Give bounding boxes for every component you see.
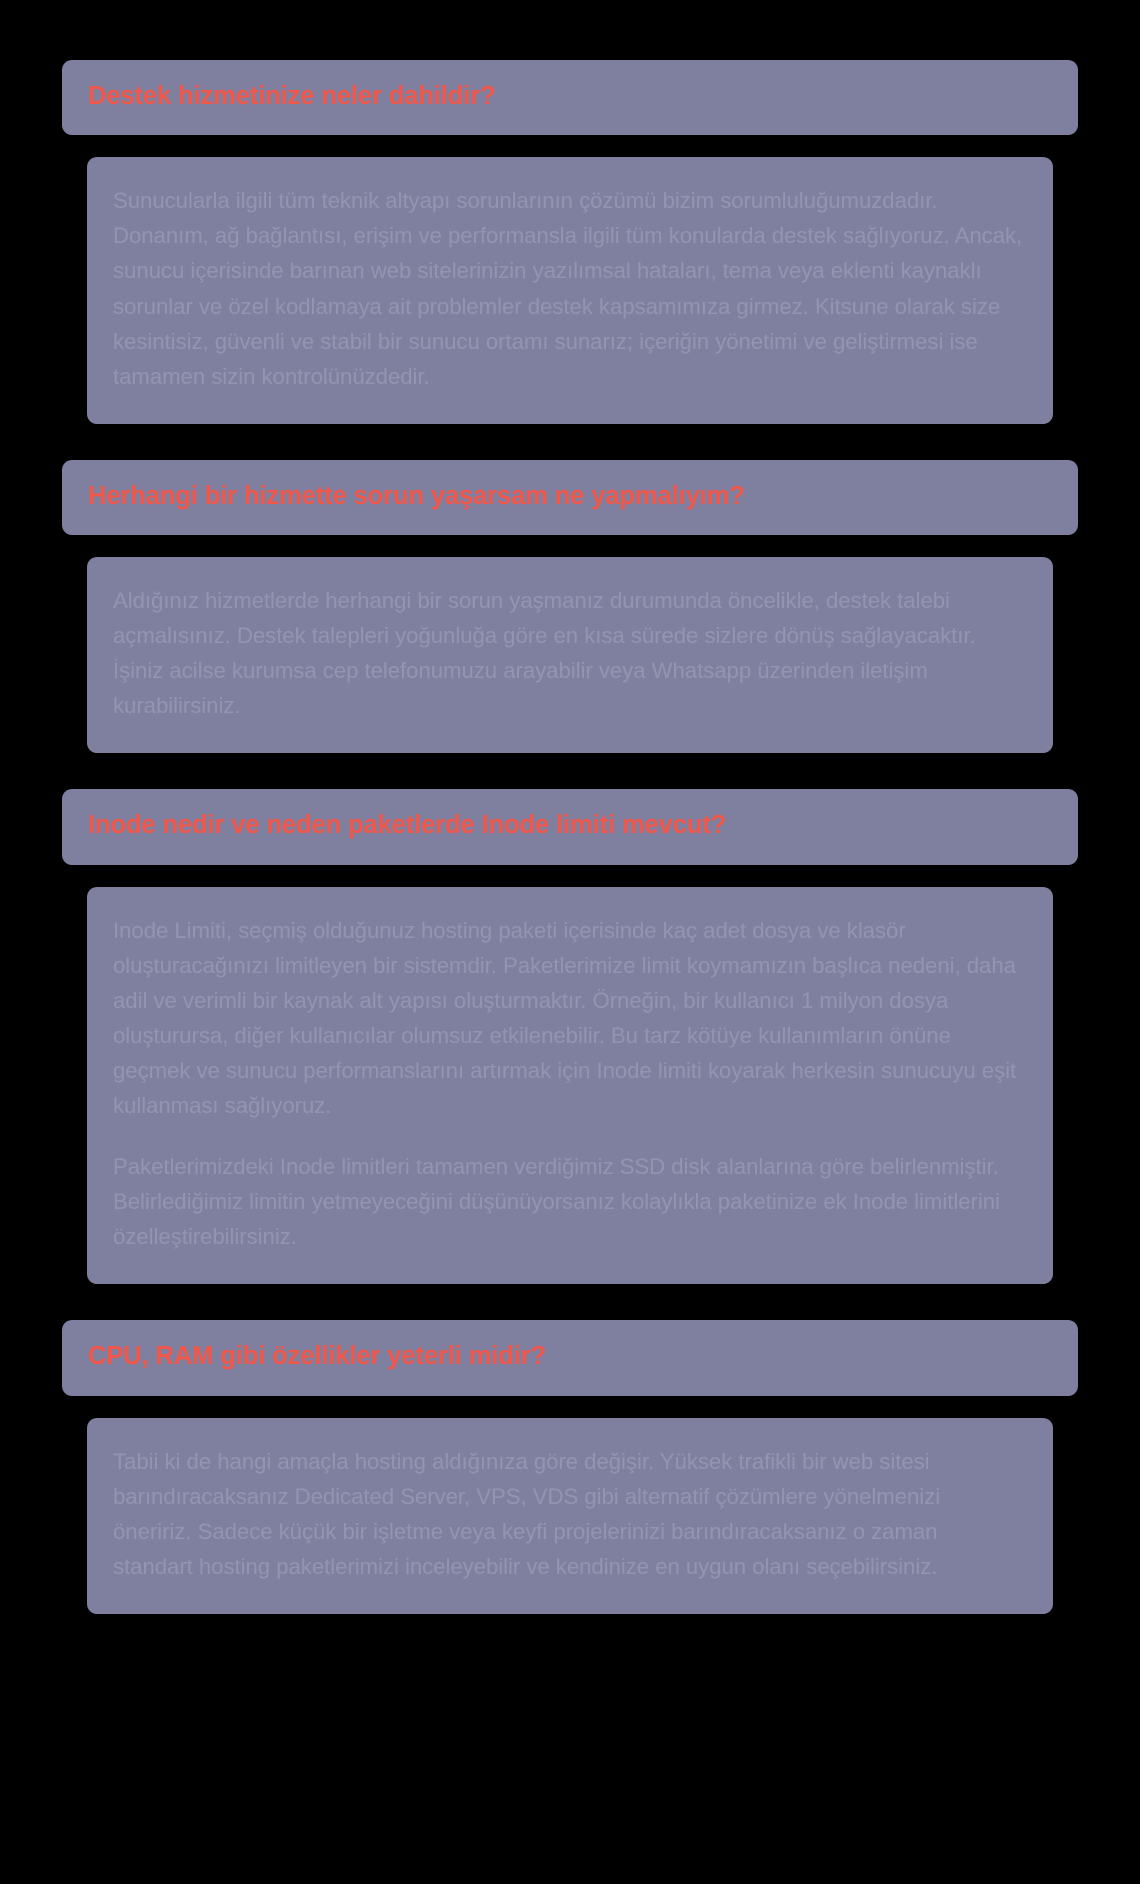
faq-item (62, 460, 1078, 754)
faq-item (62, 1320, 1078, 1614)
faq-answer-paragraph: Sunucularla ilgili tüm teknik altyapı sorunlarının çözümü bizim sorumluluğumuzdadır. Donanım, ağ bağlantısı, erişim ve performansla ilgili tüm konularda destek sağlıyoruz. Ancak, sunucu içerisinde barınan web sitelerinizin yazılımsal hataları, tema veya eklenti kaynaklı sorunlar ve özel kodlamaya ait problemler destek kapsamımıza girmez. Kitsune olarak size kesintisiz, güvenli ve stabil bir sunucu ortamı sunarız; içeriğin yönetimi ve geliştirmesi ise tamamen sizin kontrolünüzdedir. (113, 188, 1023, 389)
faq-answer-paragraph: Inode Limiti, seçmiş olduğunuz hosting paketi içerisinde kaç adet dosya ve klasör oluşturacağınızı limitleyen bir sistemdir. Paketlerimize limit koymamızın başlıca nedeni, daha adil ve verimli bir kaynak alt yapısı oluşturmaktır. Örneğin, bir kullanıcı 1 milyon dosya oluşturursa, diğer kullanıcılar olumsuz etkilenebilir. Bu tarz kötüye kullanımların önüne geçmek ve sunucu performanslarını artırmak için Inode limiti koyarak herkesin sunucuyu eşit kullanması sağlıyoruz. (113, 917, 1017, 1119)
faq-question-label: Herhangi bir hizmette sorun yaşarsam ne yapmalıyım? (88, 481, 745, 510)
faq-question-header-4[interactable] (62, 1320, 1078, 1395)
faq-answer-paragraph: Paketlerimizdeki Inode limitleri tamamen verdiğimiz SSD disk alanlarına göre belirlenmiştir. Belirlediğimiz limitin yetmeyeceğini düşünüyorsanız kolaylıkla paketinize ek Inode limitlerini özelleştirebilirsiniz. (113, 1154, 1000, 1250)
faq-question-label: Inode nedir ve neden paketlerde Inode limiti mevcut? (88, 811, 727, 840)
faq-item (62, 789, 1078, 1284)
faq-question-label: Destek hizmetinize neler dahildir? (88, 82, 496, 110)
faq-answer-paragraph: Aldığınız hizmetlerde herhangi bir sorun yaşmanız durumunda öncelikle, destek talebi açmalısınız. Destek talepleri yoğunluğa göre en kısa sürede sizlere dönüş sağlayacaktır. İşiniz acilse kurumsa cep telefonumuzu arayabilir veya Whatsapp üzerinden iletişim kurabilirsiniz. (113, 588, 976, 719)
faq-answer-panel-3 (87, 887, 1053, 1285)
faq-answer-panel-4 (87, 1418, 1053, 1614)
faq-answer-panel-1 (87, 157, 1053, 423)
faq-answer-panel-2 (87, 557, 1053, 753)
faq-question-label: CPU, RAM gibi özellikler yeterli midir? (88, 1342, 547, 1371)
faq-item (62, 60, 1078, 424)
faq-question-header-1[interactable] (62, 60, 1078, 135)
faq-question-header-3[interactable] (62, 789, 1078, 864)
faq-answer-paragraph: Tabii ki de hangi amaçla hosting aldığınıza göre değişir. Yüksek trafikli bir web sitesi barındıracaksanız Dedicated Server, VPS, VDS gibi alternatif çözümlere yönelmenizi öneririz. Sadece küçük bir işletme veya keyfi projelerinizi barındıracaksanız o zaman standart hosting paketlerimizi inceleyebilir ve kendinize en uygun olanı seçebilirsiniz. (113, 1448, 941, 1579)
faq-question-header-2[interactable] (62, 460, 1078, 535)
